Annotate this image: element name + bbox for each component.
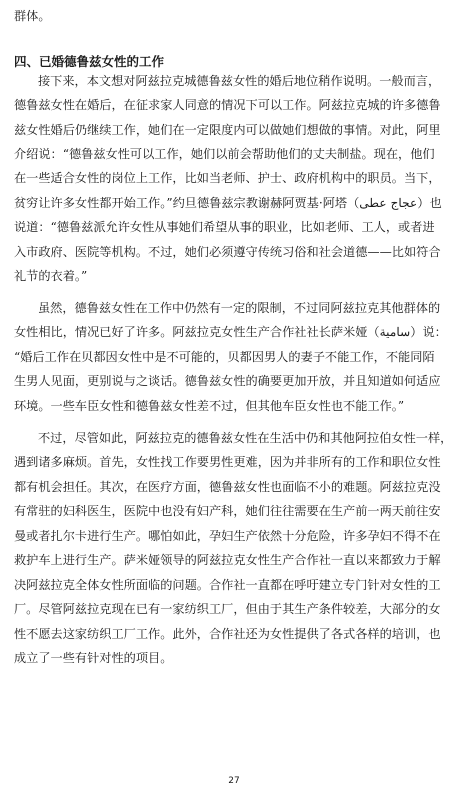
text-line: 虽然，德鲁兹女性在工作中仍然有一定的限制，不过同阿兹拉克其他群体的	[38, 301, 441, 315]
text-line: 不过，尽管如此，阿兹拉克的德鲁兹女性在生活中仍和其他阿拉伯女性一样，	[38, 431, 453, 445]
text-line: 接下来，本文想对阿兹拉克城德鲁兹女性的婚后地位稍作说明。一般而言，	[38, 74, 441, 88]
text-line: 女性相比，情况已好了许多。阿兹拉克女性生产合作社社长萨米娅（سامية）说：	[14, 325, 447, 339]
text-line: 成立了一些有针对性的项目。	[14, 651, 173, 665]
text-line: 遇到诸多麻烦。首先，女性找工作要男性更难，因为并非所有的工作和职位女性	[14, 455, 441, 469]
text-line: 都有机会担任。其次，在医疗方面，德鲁兹女性也面临不小的难题。阿兹拉克没	[14, 480, 441, 494]
section-heading: 四、已婚德鲁兹女性的工作	[14, 54, 165, 69]
text-line: 决阿兹拉克全体女性所面临的问题。合作社一直都在呼吁建立专门针对女性的工	[14, 578, 441, 592]
text-line: 救护车上进行生产。萨米娅领导的阿兹拉克女性生产合作社一直以来都致力于解	[14, 553, 441, 567]
text-line: 在一些适合女性的岗位上工作，比如当老师、护士、政府机构中的职员。当下，	[14, 171, 441, 185]
text-line: 环境。一些车臣女性和德鲁兹女性差不过，但其他车臣女性也不能工作。”	[14, 399, 405, 413]
text-line: 入市政府、医院等机构。不过，她们必须遵守传统习俗和社会道德——比如符合	[14, 245, 441, 259]
text-line: 介绍说：“德鲁兹女性可以工作，她们以前会帮助他们的丈夫制盐。现在，他们	[14, 147, 435, 161]
page-number: 27	[228, 776, 240, 786]
text-line: 厂。尽管阿兹拉克现在已有一家纺织工厂，但由于其生产条件较差，大部分的女	[14, 602, 441, 616]
text-line: 说道：“德鲁兹派允许女性从事她们希望从事的职业，比如老师、工人，或者进	[14, 220, 435, 234]
text-line: “婚后工作在贝都因女性中是不可能的，贝都因男人的妻子不能工作，不能同陌	[14, 350, 435, 364]
text-line: 贫穷让许多女性都开始工作。”约旦德鲁兹宗教谢赫阿贾基·阿塔（عجاج عطى）也	[14, 196, 442, 210]
text-line: 德鲁兹女性在婚后，在征求家人同意的情况下可以工作。阿兹拉克城的许多德鲁	[14, 98, 441, 112]
text-line: 有常驻的妇科医生，医院中也没有妇产科，她们往往需要在生产前一两天前往安	[14, 504, 441, 518]
text-line: 曼或者扎尔卡进行生产。哪怕如此，孕妇生产依然十分危险，许多孕妇不得不在	[14, 529, 441, 543]
text-line: 生男人见面，更别说与之谈话。德鲁兹女性的确要更加开放，并且知道如何适应	[14, 374, 441, 388]
text-line: 礼节的衣着。”	[14, 269, 88, 283]
text-line: 群体。	[14, 9, 51, 23]
text-line: 兹女性婚后仍继续工作，她们在一定限度内可以做她们想做的事情。对此，阿里	[14, 123, 441, 137]
text-line: 性不愿去这家纺织工厂工作。此外，合作社还为女性提供了各式各样的培训，也	[14, 627, 441, 641]
